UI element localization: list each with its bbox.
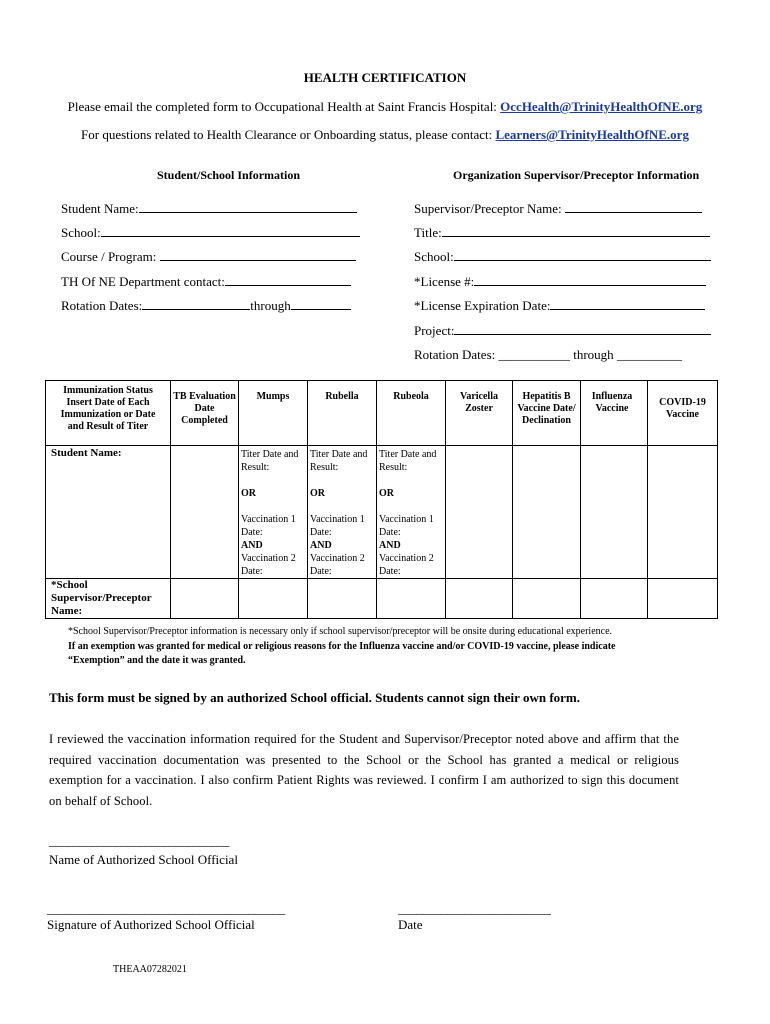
vaccination-2-label: Vaccination 2	[310, 553, 365, 564]
covid-student-cell[interactable]	[648, 446, 718, 579]
official-name-label: Name of Authorized School Official	[49, 852, 238, 867]
varicella-header: Varicella Zoster	[446, 381, 513, 446]
signature-notice: This form must be signed by an authorized School official. Students cannot sign their own form.	[49, 690, 580, 705]
rotation-dates-field	[61, 298, 351, 314]
covid-header: COVID-19 Vaccine	[648, 381, 718, 446]
rotation-dates-label: Rotation Dates:	[61, 298, 143, 313]
or-label: OR	[241, 488, 256, 499]
supervisor-rotation-tail[interactable]: __________	[616, 347, 682, 362]
vaccination-1-label: Vaccination 1	[310, 514, 365, 525]
vaccination-2-label: Vaccination 2	[379, 553, 434, 564]
course-field	[61, 249, 356, 265]
vaccination-1-label: Vaccination 1	[379, 514, 434, 525]
supervisor-row-label: *School Supervisor/Preceptor Name:	[46, 579, 171, 619]
email-instruction-text: Please email the completed form to Occupational Health at Saint Francis Hospital:	[67, 99, 497, 114]
tb-supervisor-cell[interactable]	[171, 579, 239, 619]
through-label: through	[250, 298, 291, 313]
and-label: AND	[310, 540, 332, 551]
vaccination-1-date-label: Date:	[310, 527, 332, 538]
date-line[interactable]: _________________________	[398, 901, 551, 916]
project-input[interactable]	[454, 323, 711, 335]
tb-student-cell[interactable]	[171, 446, 239, 579]
and-label: AND	[379, 540, 401, 551]
supervisor-name-label: Supervisor/Preceptor Name:	[414, 201, 562, 216]
page-title: HEALTH CERTIFICATION	[303, 70, 467, 85]
rubella-student-cell[interactable]	[308, 446, 377, 579]
student-row	[46, 446, 718, 579]
vaccination-1-date-label: Date:	[379, 527, 401, 538]
dept-contact-input[interactable]	[225, 274, 351, 286]
license-expiration-input[interactable]	[550, 298, 705, 310]
email-instruction	[0, 99, 770, 115]
student-row-label: Student Name:	[46, 446, 171, 579]
student-name-input[interactable]	[139, 201, 357, 213]
and-label: AND	[241, 540, 263, 551]
course-label: Course / Program:	[61, 249, 157, 264]
dept-contact-field	[61, 274, 351, 290]
date-label: Date	[398, 917, 423, 932]
varicella-student-cell[interactable]	[446, 446, 513, 579]
hepatitis-b-student-cell[interactable]	[513, 446, 581, 579]
supervisor-title-label: Title:	[414, 225, 442, 240]
student-section-heading: Student/School Information	[157, 168, 301, 182]
form-code: THEAA07282021	[113, 964, 187, 975]
school-label: School:	[61, 225, 101, 240]
supervisor-rotation-field	[414, 347, 682, 363]
course-input[interactable]	[160, 249, 356, 261]
supervisor-title-field	[414, 225, 710, 241]
license-field	[414, 274, 706, 290]
rubella-header: Rubella	[308, 381, 377, 446]
titer-label: Titer Date and	[379, 449, 437, 460]
titer-label: Titer Date and	[310, 449, 368, 460]
rubella-supervisor-cell[interactable]	[308, 579, 377, 619]
signature-line[interactable]: _______________________________________	[47, 901, 285, 916]
license-input[interactable]	[474, 274, 706, 286]
license-expiration-label: *License Expiration Date:	[414, 298, 551, 313]
supervisor-note: *School Supervisor/Preceptor information is necessary only if school supervisor/preceptor will be onsite during educational experience.	[68, 626, 613, 637]
mumps-header: Mumps	[239, 381, 308, 446]
signature-label: Signature of Authorized School Official	[47, 917, 255, 932]
exemption-note-line2: “Exemption” and the date it was granted.	[68, 655, 246, 666]
project-field	[414, 323, 711, 339]
supervisor-title-input[interactable]	[442, 225, 710, 237]
supervisor-section-heading: Organization Supervisor/Preceptor Information	[453, 168, 700, 182]
tb-header: TB Evaluation Date Completed	[171, 381, 239, 446]
affirmation-paragraph: I reviewed the vaccination information required for the Student and Supervisor/Preceptor noted above and affirm that the required vaccination documentation was presented to the School or the School has granted a medical or religious exemption for a vaccination. I also confirm Patient Rights was reviewed. I confirm I am authorized to sign this document on behalf of School.	[49, 732, 679, 808]
official-name-line[interactable]: ______________________________	[49, 833, 229, 848]
occhealth-email-link[interactable]: OccHealth@TrinityHealthOfNE.org	[500, 99, 703, 114]
rubeola-supervisor-cell[interactable]	[377, 579, 446, 619]
varicella-supervisor-cell[interactable]	[446, 579, 513, 619]
school-input[interactable]	[101, 225, 360, 237]
license-expiration-field	[414, 298, 705, 314]
mumps-supervisor-cell[interactable]	[239, 579, 308, 619]
mumps-student-cell[interactable]	[239, 446, 308, 579]
covid-supervisor-cell[interactable]	[648, 579, 718, 619]
supervisor-rotation-label: Rotation Dates: ___________ through	[414, 347, 614, 362]
contact-instruction	[0, 127, 770, 143]
student-name-label: Student Name:	[61, 201, 139, 216]
project-label: Project:	[414, 323, 455, 338]
dept-contact-label: TH Of NE Department contact:	[61, 274, 225, 289]
vaccination-2-date-label: Date:	[241, 566, 263, 577]
rotation-start-input[interactable]	[142, 298, 250, 310]
or-label: OR	[310, 488, 325, 499]
hepatitis-b-supervisor-cell[interactable]	[513, 579, 581, 619]
supervisor-name-input[interactable]	[565, 201, 702, 213]
vaccination-1-date-label: Date:	[241, 527, 263, 538]
influenza-student-cell[interactable]	[581, 446, 648, 579]
supervisor-school-field	[414, 249, 711, 265]
supervisor-school-label: School:	[414, 249, 454, 264]
exemption-note-line1: If an exemption was granted for medical or religious reasons for the Influenza vaccine and/or COVID-19 vaccine, please indicate	[68, 641, 616, 652]
titer-result-label: Result:	[241, 462, 270, 473]
influenza-header: Influenza Vaccine	[581, 381, 648, 446]
titer-result-label: Result:	[379, 462, 408, 473]
rubeola-student-cell[interactable]	[377, 446, 446, 579]
influenza-supervisor-cell[interactable]	[581, 579, 648, 619]
supervisor-name-field	[414, 201, 702, 217]
student-name-field	[61, 201, 357, 217]
rubeola-header: Rubeola	[377, 381, 446, 446]
hepatitis-b-header: Hepatitis B Vaccine Date/ Declination	[513, 381, 581, 446]
supervisor-school-input[interactable]	[454, 249, 711, 261]
learners-email-link[interactable]: Learners@TrinityHealthOfNE.org	[495, 127, 689, 142]
vaccination-2-date-label: Date:	[379, 566, 401, 577]
vaccination-1-label: Vaccination 1	[241, 514, 296, 525]
vaccination-2-date-label: Date:	[310, 566, 332, 577]
titer-label: Titer Date and	[241, 449, 299, 460]
contact-instruction-text: For questions related to Health Clearance or Onboarding status, please contact:	[81, 127, 493, 142]
immunization-status-header: Immunization Status Insert Date of Each Immunization or Date and Result of Titer	[46, 381, 171, 446]
supervisor-row	[46, 579, 718, 619]
license-label: *License #:	[414, 274, 475, 289]
immunization-table	[45, 380, 718, 619]
titer-result-label: Result:	[310, 462, 339, 473]
or-label: OR	[379, 488, 394, 499]
table-header-row	[46, 381, 718, 446]
vaccination-2-label: Vaccination 2	[241, 553, 296, 564]
school-field	[61, 225, 360, 241]
rotation-end-input[interactable]	[291, 298, 351, 310]
